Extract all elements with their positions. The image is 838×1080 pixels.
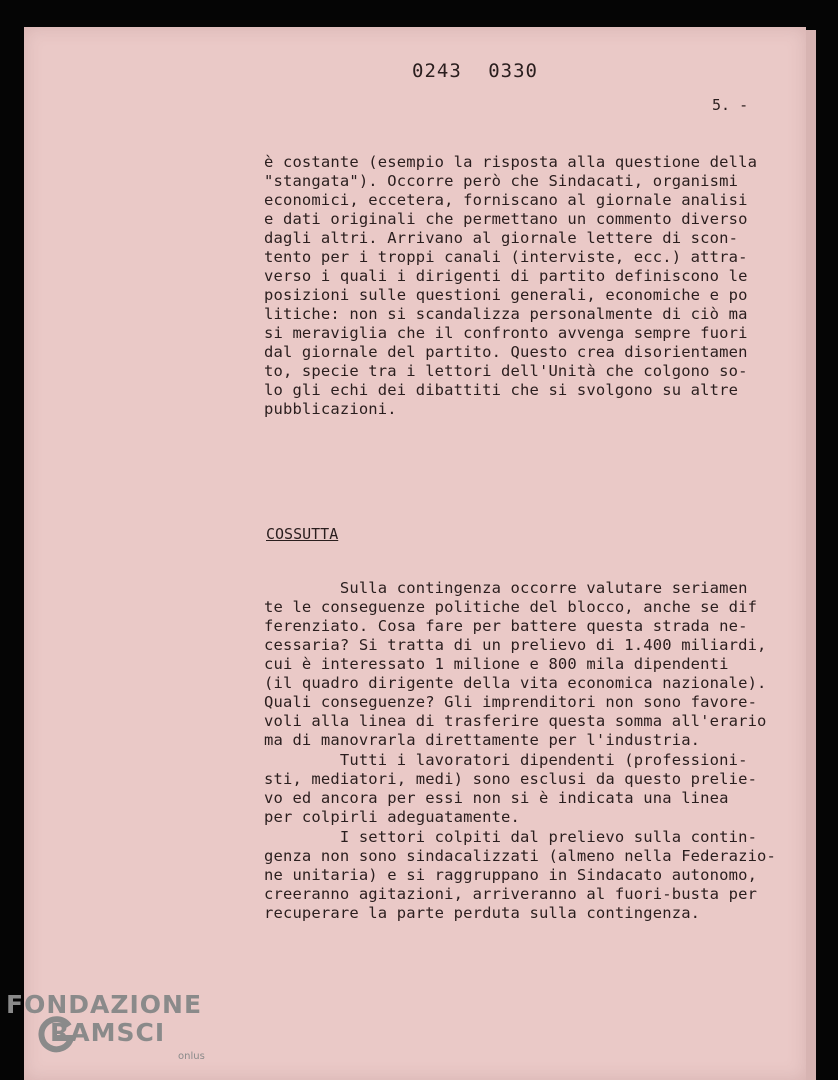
text-line: Tutti i lavoratori dipendenti (professioni- [264,751,748,769]
text-line: verso i quali i dirigenti di partito definiscono le [264,267,748,285]
text-line: per colpirli adeguatamente. [264,808,521,826]
text-line: vo ed ancora per essi non si è indicata una linea [264,789,729,807]
text-line: cessaria? Si tratta di un prelievo di 1.400 miliardi, [264,636,767,654]
paragraph-lavoratori [264,751,757,827]
text-line: economici, eccetera, forniscano al giornale analisi [264,191,748,209]
text-line: litiche: non si scandalizza personalmente di ciò ma [264,305,748,323]
text-line: pubblicazioni. [264,400,397,418]
logo-text-gramsci: RAMSCI [50,1018,166,1047]
page-number: 5. - [712,96,749,114]
text-line: ne unitaria) e si raggruppano in Sindacato autonomo, [264,866,758,884]
text-line: I settori colpiti dal prelievo sulla contin- [264,828,758,846]
text-line: (il quadro dirigente della vita economica nazionale). [264,674,767,692]
text-line: dal giornale del partito. Questo crea disorientamen [264,343,748,361]
text-line: e dati originali che permettano un commento diverso [264,210,748,228]
paragraph-contingenza [264,579,767,750]
paragraph-settori [264,828,776,923]
logo-text-onlus: onlus [178,1051,205,1062]
text-line: si meraviglia che il confronto avvenga sempre fuori [264,324,748,342]
text-line: lo gli echi dei dibattiti che si svolgono su altre [264,381,739,399]
text-line: posizioni sulle questioni generali, economiche e po [264,286,748,304]
text-line: to, specie tra i lettori dell'Unità che colgono so- [264,362,748,380]
text-line: voli alla linea di trasferire questa somma all'erario [264,712,767,730]
text-line: "stangata"). Occorre però che Sindacati, organismi [264,172,739,190]
text-line: Quali conseguenze? Gli imprenditori non sono favore- [264,693,758,711]
text-line: Sulla contingenza occorre valutare seriamen [264,579,748,597]
logo-text-fondazione: FONDAZIONE [6,990,203,1019]
text-line: dagli altri. Arrivano al giornale lettere di scon- [264,229,739,247]
text-line: ma di manovrarla direttamente per l'industria. [264,731,701,749]
text-line: recuperare la parte perduta sulla contingenza. [264,904,701,922]
page-edge [806,30,816,1080]
text-line: è costante (esempio la risposta alla questione della [264,153,758,171]
text-line: sti, mediatori, medi) sono esclusi da questo prelie- [264,770,758,788]
text-line: tento per i troppi canali (interviste, ecc.) attra- [264,248,748,266]
fondazione-gramsci-logo [6,990,226,1080]
text-line: cui è interessato 1 milione e 800 mila dipendenti [264,655,729,673]
text-line: ferenziato. Cosa fare per battere questa strada ne- [264,617,748,635]
paragraph-continuation [264,153,757,419]
text-line: creeranno agitazioni, arriveranno al fuori-busta per [264,885,758,903]
text-line: genza non sono sindacalizzati (almeno nella Federazio- [264,847,777,865]
text-line: te le conseguenze politiche del blocco, anche se dif [264,598,758,616]
section-heading: COSSUTTA [266,525,339,543]
document-number: 0243 0330 [412,60,538,82]
